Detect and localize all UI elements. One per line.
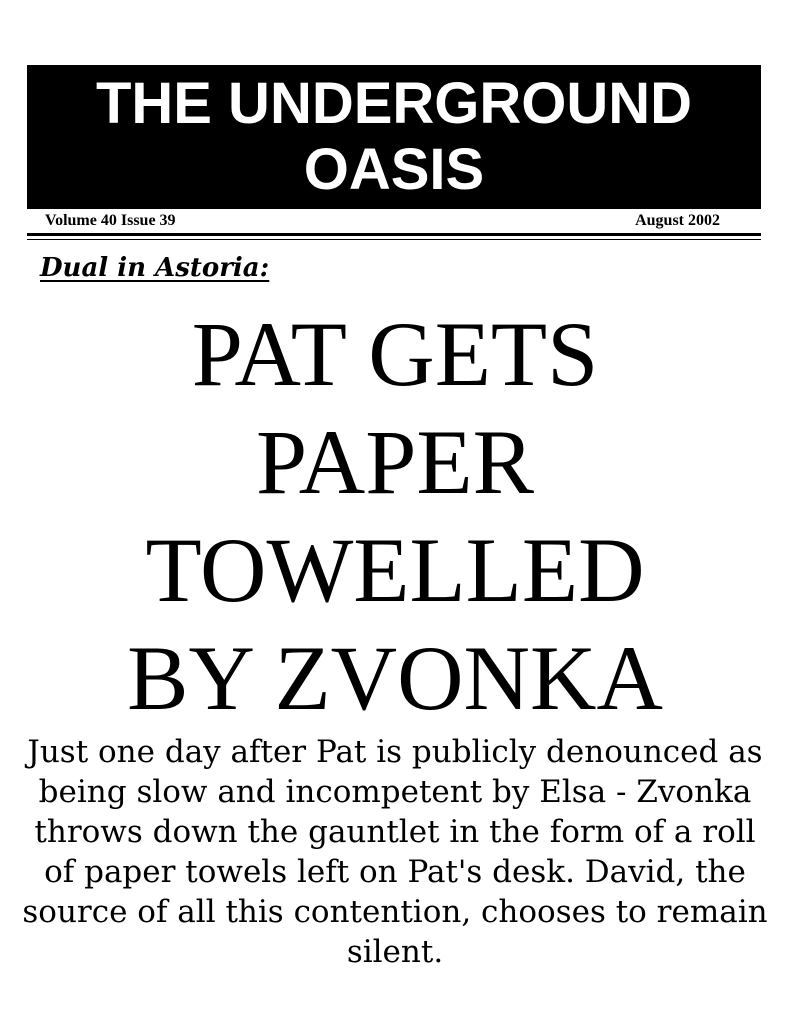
volume-issue: Volume 40 Issue 39: [45, 212, 176, 229]
article-headline: [0, 300, 790, 732]
article-kicker: Dual in Astoria:: [40, 253, 270, 283]
masthead-title-line1: THE UNDERGROUND: [95, 71, 693, 136]
headline-line: PAT GETS: [191, 303, 599, 405]
divider-thick: [27, 233, 761, 236]
headline-line: BY ZVONKA: [127, 627, 663, 729]
masthead-title-line2: OASIS: [303, 137, 485, 202]
headline-line: PAPER: [256, 411, 534, 513]
issue-date: August 2002: [635, 212, 720, 229]
masthead: [27, 65, 761, 209]
article-body: Just one day after Pat is publicly denounced as being slow and incompetent by Elsa - Zvonka throws down the gauntlet in the form of a roll of paper towels left on Pat's desk. David, the source of all this contention, chooses to remain silent.: [22, 734, 768, 970]
issue-info-bar: [45, 212, 720, 232]
divider-thin: [27, 239, 761, 240]
headline-line: TOWELLED: [145, 519, 645, 621]
